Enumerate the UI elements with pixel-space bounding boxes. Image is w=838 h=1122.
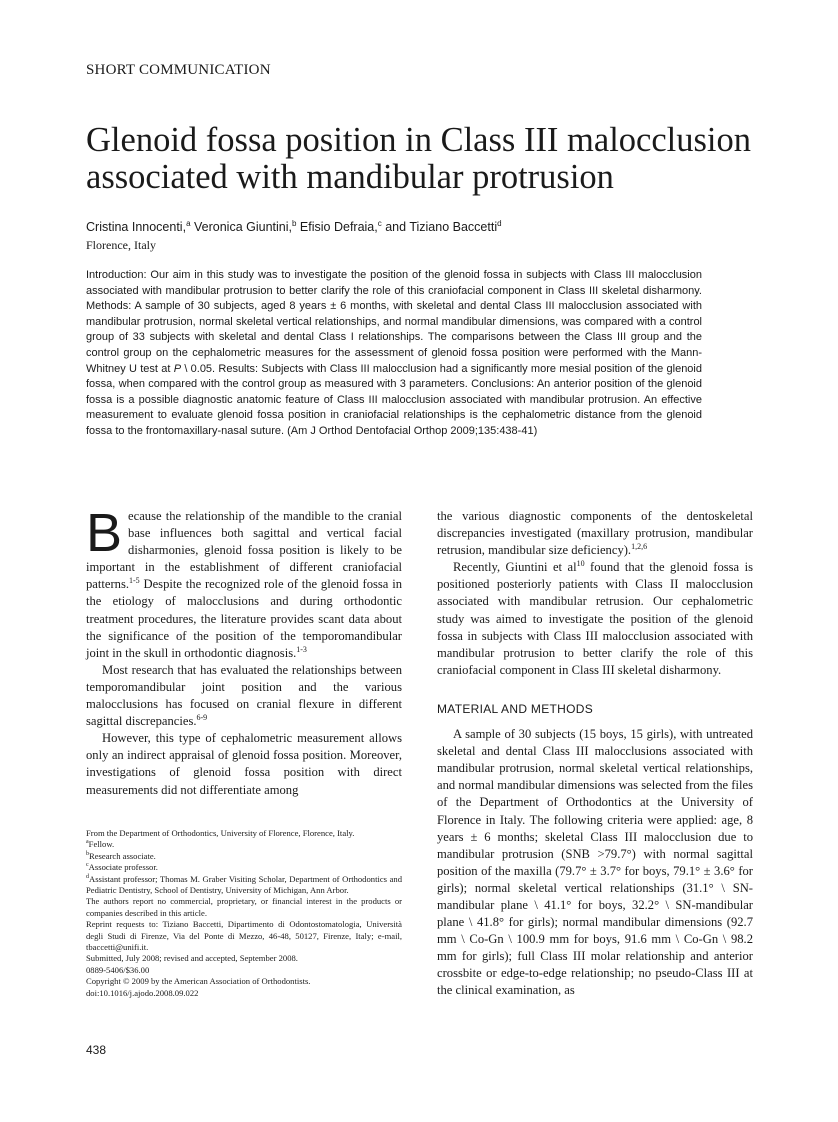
affiliation-mark: d	[497, 218, 502, 228]
body-paragraph	[437, 559, 753, 679]
paragraph-text: the various diagnostic components of the dentoskeletal discrepancies investigated (maxillary protrusion, mandibular retrusion, mandibular size deficiency).	[437, 509, 753, 558]
footnote-disclosure: The authors report no commercial, proprietary, or financial interest in the products or companies described in this article.	[86, 896, 402, 918]
author-name: Efisio Defraia,	[299, 220, 378, 234]
footnotes	[86, 828, 402, 999]
author-name: Veronica Giuntini,	[194, 220, 292, 234]
article-title	[86, 122, 776, 196]
page-number: 438	[86, 1043, 107, 1057]
citation-ref: 6-9	[196, 712, 208, 722]
paragraph-text: A sample of 30 subjects (15 boys, 15 girls), with untreated skeletal and dental Class III malocclusions associated with mandibular protrusion, normal skeletal vertical relationships, and normal mandibular dimensions was selected from the files of the Department of Orthodontics at the University of Florence in Italy. The following criteria were applied: age, 8 years ± 6 months; skeletal Class III malocclusion due to mandibular protrusion (SNB >79.7°) with normal sagittal position of the maxilla (79.7° ± 3.7° for boys, 79.1° ± 3.6° for girls); normal skeletal vertical relationships (31.1° \ SN-mandibular plane \ 41.1° for boys, 32.2° \ SN-mandibular plane \ 41.8° for girls); normal mandibular dimensions (92.7 mm \ Co-Gn \ 100.9 mm for boys, 91.6 mm \ Co-Gn \ 98.2 mm for girls); full Class III molar relationship and anterior crossbite or edge-to-edge relationship; no pseudo-Class III at the clinical examination, as	[437, 727, 753, 998]
body-paragraph	[86, 503, 402, 662]
author-joiner: and	[385, 220, 407, 234]
body-column-right	[437, 508, 753, 1000]
body-paragraph	[437, 508, 753, 559]
paragraph-text: ecause the relationship of the mandible to the cranial base influences both sagittal and vertical facial disharmonies, glenoid fossa position is likely to be important in the establishment of different craniofacial patterns.	[86, 509, 402, 592]
footnote-submitted: Submitted, July 2008; revised and accepted, September 2008.	[86, 953, 298, 964]
footnote-c	[86, 862, 402, 873]
author-location: Florence, Italy	[86, 238, 156, 252]
author-name: Cristina Innocenti,	[86, 220, 187, 234]
body-paragraph	[437, 726, 753, 1000]
body-paragraph	[86, 662, 402, 730]
body-column-left	[86, 503, 402, 799]
author-list	[86, 219, 766, 235]
footnote-affiliation: From the Department of Orthodontics, University of Florence, Florence, Italy.	[86, 828, 355, 838]
footnote-text: Research associate.	[89, 850, 156, 861]
footnote-copyright: Copyright © 2009 by the American Association of Orthodontists.	[86, 976, 311, 987]
footnote-a	[86, 839, 402, 850]
abstract-text-cont: \ 0.05. Results: Subjects with Class III malocclusion had a significantly more mesial position of the glenoid fossa, when compared with the control group as measured with 3 parameters. Conclusions: An anterior position of the glenoid fossa is a possible diagnostic anatomic feature of Class III malocclusion associated with mandibular protrusion. An effective measurement to evaluate glenoid fossa position in craniofacial relationships is the cephalometric distance from the glenoid fossa to the frontomaxillary-nasal suture. (Am J Orthod Dentofacial Orthop 2009;135:438-41)	[86, 362, 702, 437]
abstract-text: Introduction: Our aim in this study was to investigate the position of the glenoid fossa in subjects with Class III malocclusion associated with mandibular protrusion to better clarify the role of this craniofacial component in Class III skeletal disharmony. Methods: A sample of 30 subjects, aged 8 years ± 6 months, with skeletal and dental Class III malocclusion associated with mandibular protrusion, normal skeletal vertical relationships, and normal mandibular dimensions, was compared with a control group of 33 subjects with skeletal and dental Class I relationships. The comparisons between the Class III group and the control group on the cephalometric measures for the assessment of glenoid fossa position were performed with the Mann-Whitney U test at	[86, 269, 702, 375]
body-paragraph	[86, 730, 402, 798]
paragraph-text: Most research that has evaluated the relationships between temporomandibular joint position and the various malocclusions has focused on cranial flexure in different sagittal discrepancies.	[86, 662, 402, 729]
drop-cap: B	[86, 503, 123, 563]
section-heading-methods: MATERIAL AND METHODS	[437, 701, 594, 716]
paragraph-text: Despite the recognized role of the glenoid fossa in the etiology of malocclusions and during orthodontic treatment procedures, the literature provides scant data about the significance of the position of the temporomandibular joint in the skull in orthodontic diagnosis.	[86, 577, 402, 660]
author-name: Tiziano Baccetti	[409, 220, 498, 234]
footnote-reprint: Reprint requests to: Tiziano Baccetti, Dipartimento di Odontostomatologia, Università degli Studi di Firenze, Via del Ponte di Mezzo, 46-48, 50127, Firenze, Italy; e-mail, tbaccetti@unifi.it.	[86, 919, 402, 953]
footnote-issn: 0889-5406/$36.00	[86, 964, 150, 975]
footnote-doi: doi:10.1016/j.ajodo.2008.09.022	[86, 987, 199, 998]
p-value-symbol: P	[173, 362, 182, 375]
paragraph-text: Recently, Giuntini et al	[453, 560, 577, 575]
affiliation-mark: b	[291, 218, 297, 228]
affiliation-mark: c	[377, 218, 382, 228]
section-label: SHORT COMMUNICATION	[86, 62, 271, 78]
title-line-1: Glenoid fossa position in Class III malocclusion	[86, 121, 752, 159]
citation-ref: 1-3	[296, 644, 307, 654]
abstract	[86, 268, 702, 440]
footnote-d	[86, 874, 402, 897]
paragraph-text: found that the glenoid fossa is positioned posteriorly patients with Class II malocclusion associated with mandibular retrusion. Our cephalometric study was aimed to investigate the position of the glenoid fossa in subjects with Class III malocclusion associated with mandibular protrusion to better clarify the role of this craniofacial component in Class III skeletal disharmony.	[437, 560, 753, 677]
footnote-mark: c	[86, 862, 89, 869]
footnote-text: Assistant professor; Thomas M. Graber Visiting Scholar, Department of Orthodontics and Pediatric Dentistry, School of Dentistry, University of Michigan, Ann Arbor.	[86, 873, 402, 896]
citation-ref: 1,2,6	[631, 542, 648, 551]
citation-ref: 10	[576, 559, 585, 569]
footnote-mark: d	[86, 873, 89, 880]
citation-ref: 1-5	[129, 576, 140, 586]
title-line-2: associated with mandibular protrusion	[86, 158, 614, 196]
footnote-mark: b	[86, 850, 89, 857]
affiliation-mark: a	[186, 218, 191, 228]
footnote-text: Fellow.	[88, 839, 115, 850]
paragraph-text: However, this type of cephalometric measurement allows only an indirect appraisal of glenoid fossa position. Moreover, investigations of glenoid fossa position with direct measurements did not differentiate among	[86, 731, 402, 797]
footnote-text: Associate professor.	[88, 862, 158, 873]
footnote-mark: a	[86, 839, 89, 846]
footnote-b	[86, 851, 402, 862]
